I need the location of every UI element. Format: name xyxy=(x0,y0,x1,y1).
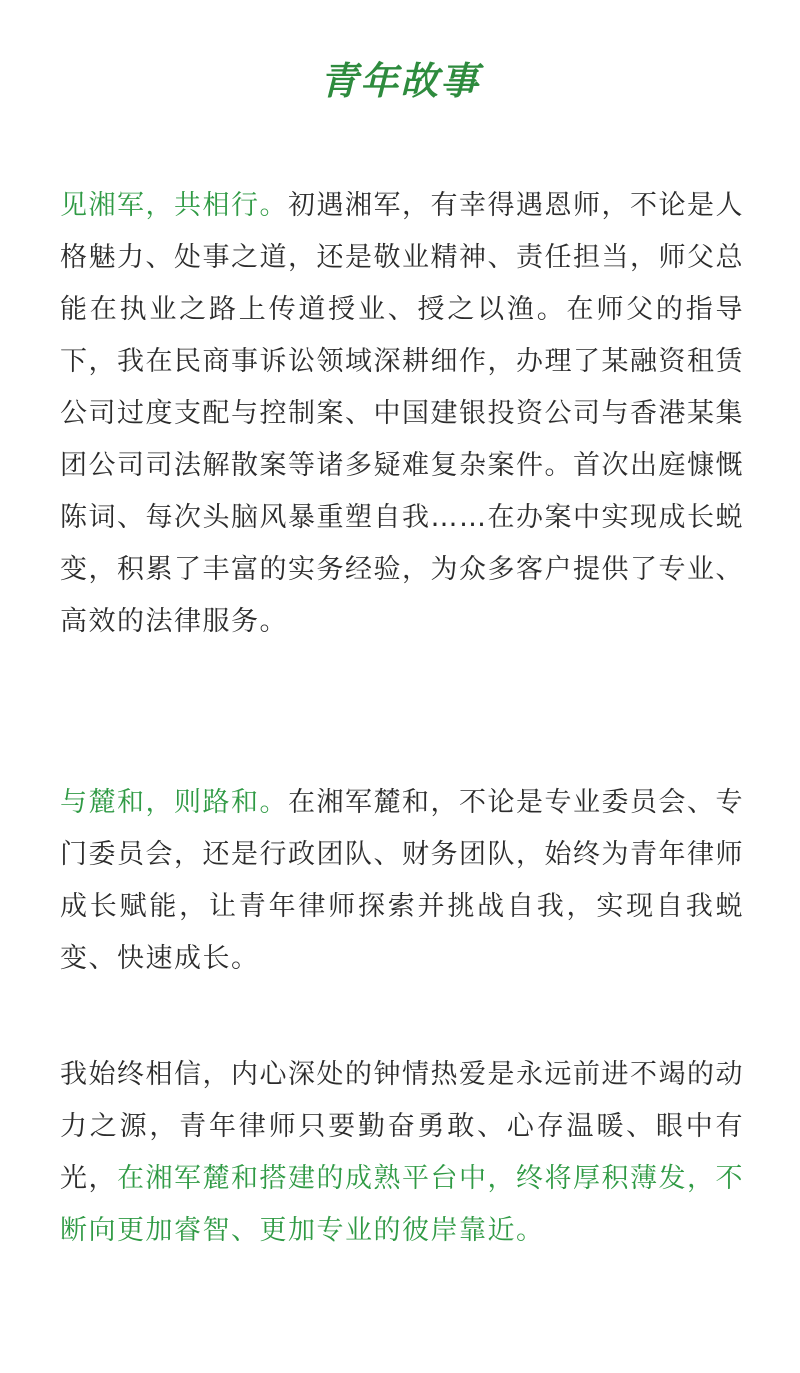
paragraph-1-lead: 见湘军，共相行。 xyxy=(60,190,288,221)
paragraph-3-highlight: 在湘军麓和搭建的成熟平台中，终将厚积薄发，不断向更加睿智、更加专业的彼岸靠近。 xyxy=(60,1163,744,1246)
paragraph-3 xyxy=(60,1049,744,1257)
page-title: 青年故事 xyxy=(319,59,480,103)
paragraph-1 xyxy=(60,180,744,648)
paragraph-2-lead: 与麓和，则路和。 xyxy=(60,787,288,818)
paragraph-2 xyxy=(60,777,744,985)
paragraph-3-body: 我始终相信，内心深处的钟情热爱是永远前进不竭的动力之源，青年律师只要勤奋勇敢、心存温暖、眼中有光， xyxy=(60,1059,744,1194)
paragraph-2-body: 在湘军麓和，不论是专业委员会、专门委员会，还是行政团队、财务团队，始终为青年律师成长赋能，让青年律师探索并挑战自我，实现自我蜕变、快速成长。 xyxy=(60,787,744,974)
paragraph-1-body: 初遇湘军，有幸得遇恩师，不论是人格魅力、处事之道，还是敬业精神、责任担当，师父总能在执业之路上传道授业、授之以渔。在师父的指导下，我在民商事诉讼领域深耕细作，办理了某融资租赁公司过度支配与控制案、中国建银投资公司与香港某集团公司司法解散案等诸多疑难复杂案件。首次出庭慷慨陈词、每次头脑风暴重塑自我……在办案中实现成长蜕变，积累了丰富的实务经验，为众多客户提供了专业、高效的法律服务。 xyxy=(60,190,744,637)
